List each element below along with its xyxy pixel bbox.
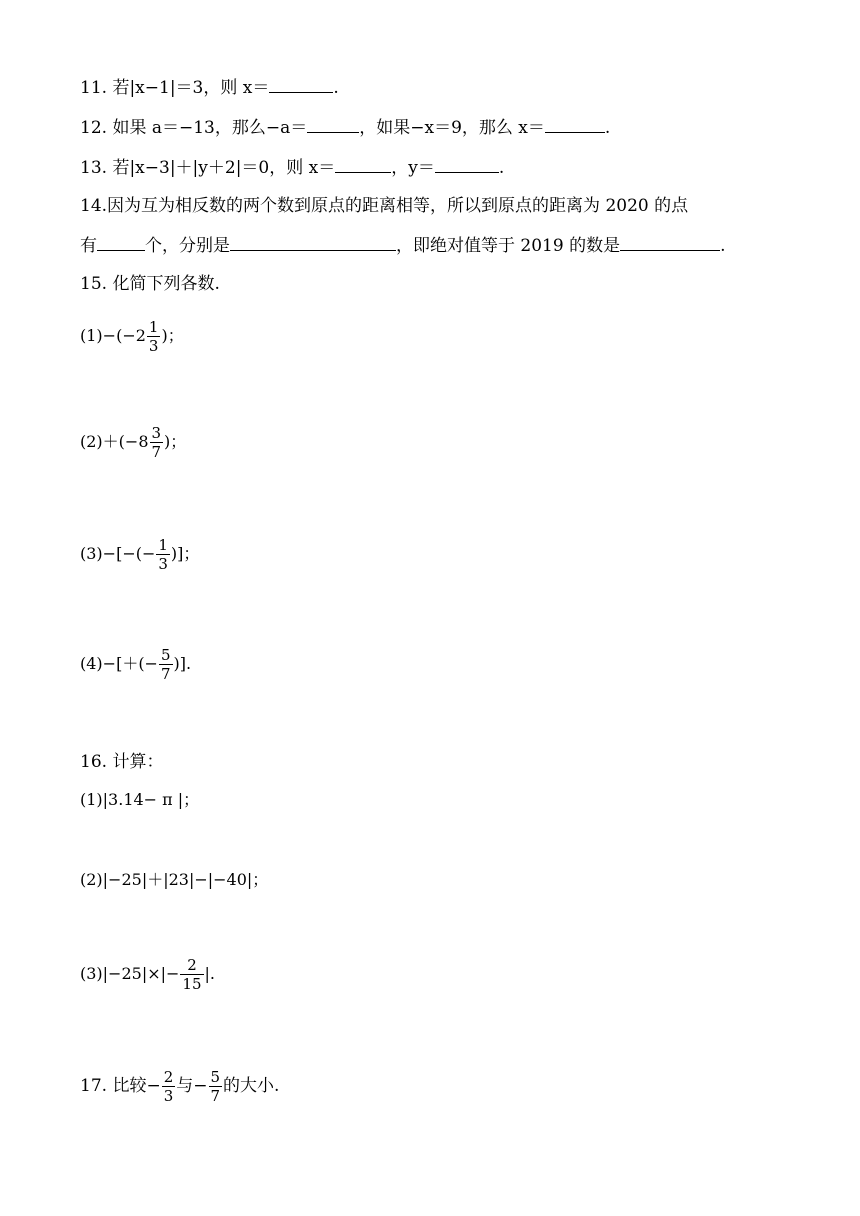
- question-text: 因为互为相反数的两个数到原点的距离相等，所以到原点的距离为 2020 的点: [107, 196, 689, 216]
- numerator: 5: [210, 1068, 221, 1086]
- answer-blank[interactable]: [307, 116, 359, 133]
- denominator: 7: [160, 665, 171, 683]
- question-14-line-2: [80, 234, 725, 258]
- fraction: [180, 956, 203, 993]
- denominator: 7: [151, 443, 162, 461]
- question-16-part-1: [80, 788, 199, 812]
- expr-prefix: (2)＋(−8: [80, 432, 149, 451]
- expr-suffix: )].: [173, 654, 192, 673]
- expr-prefix: 比较−: [112, 1076, 161, 1096]
- numerator: 2: [187, 956, 197, 974]
- question-13: [80, 156, 504, 180]
- question-text: 若|x−1|＝3，则 x＝: [112, 78, 270, 98]
- question-14-line-1: [80, 194, 688, 218]
- fraction-2: [209, 1068, 223, 1105]
- question-15-part-2: [80, 424, 186, 461]
- expr-suffix: |.: [204, 964, 215, 983]
- numerator: 2: [163, 1068, 174, 1086]
- question-text-b: ，y＝: [391, 158, 435, 178]
- denominator: 3: [158, 555, 168, 573]
- question-text-b: ，如果−x＝9，那么 x＝: [359, 118, 545, 138]
- numerator: 1: [148, 318, 159, 336]
- answer-blank[interactable]: [269, 76, 333, 93]
- question-16-part-3: [80, 956, 215, 993]
- question-text: 若|x−3|＋|y＋2|＝0，则 x＝: [112, 158, 336, 178]
- question-text-a: 有: [80, 236, 97, 256]
- question-15: [80, 272, 220, 296]
- answer-blank[interactable]: [335, 156, 391, 173]
- denominator: 3: [163, 1087, 174, 1105]
- fraction: [156, 536, 170, 573]
- question-number: 14.: [80, 196, 108, 216]
- numerator: 1: [158, 536, 168, 554]
- question-text-c: ，即绝对值等于 2019 的数是: [396, 236, 621, 256]
- answer-blank[interactable]: [435, 156, 499, 173]
- question-text: 如果 a＝−13，那么−a＝: [112, 118, 308, 138]
- question-number: 15.: [80, 274, 108, 294]
- question-17: [80, 1068, 279, 1105]
- question-number: 11.: [80, 78, 108, 98]
- expr-suffix: )；: [161, 326, 184, 345]
- question-number: 17.: [80, 1076, 108, 1096]
- question-number: 16.: [80, 752, 108, 772]
- expression: (1)|3.14− π |；: [80, 790, 200, 809]
- fraction-1: [162, 1068, 176, 1105]
- answer-blank[interactable]: [620, 234, 720, 251]
- question-11: [80, 76, 339, 100]
- expr-prefix: (1)−(−2: [80, 326, 146, 345]
- expr-suffix: )]；: [170, 544, 200, 563]
- period: .: [604, 118, 611, 138]
- question-15-part-4: [80, 646, 191, 683]
- answer-blank[interactable]: [230, 234, 396, 251]
- expr-prefix: (3)|−25|×|−: [80, 964, 180, 983]
- expr-suffix: )；: [164, 432, 187, 451]
- numerator: 5: [160, 646, 171, 664]
- expr-middle: 与−: [176, 1076, 208, 1096]
- question-title: 计算：: [112, 752, 164, 772]
- expr-prefix: (4)−[＋(−: [80, 654, 158, 673]
- question-number: 13.: [80, 158, 108, 178]
- denominator: 15: [182, 975, 202, 993]
- question-number: 12.: [80, 118, 108, 138]
- denominator: 3: [148, 337, 159, 355]
- period: .: [333, 78, 339, 98]
- expression: (2)|−25|＋|23|−|−40|；: [80, 870, 269, 889]
- question-text-b: 个，分别是: [145, 236, 230, 256]
- question-16-part-2: [80, 868, 268, 892]
- expr-prefix: (3)−[−(−: [80, 544, 156, 563]
- fraction: [150, 424, 164, 461]
- answer-blank[interactable]: [545, 116, 605, 133]
- question-15-part-3: [80, 536, 199, 573]
- answer-blank[interactable]: [97, 234, 145, 251]
- period: .: [498, 158, 505, 178]
- numerator: 3: [151, 424, 162, 442]
- question-12: [80, 116, 610, 140]
- expr-suffix: 的大小.: [223, 1076, 280, 1096]
- fraction: [147, 318, 161, 355]
- question-title: 化简下列各数.: [112, 274, 220, 294]
- period: .: [720, 236, 726, 256]
- question-16: [80, 750, 163, 774]
- question-15-part-1: [80, 318, 184, 355]
- fraction: [159, 646, 173, 683]
- denominator: 7: [210, 1087, 221, 1105]
